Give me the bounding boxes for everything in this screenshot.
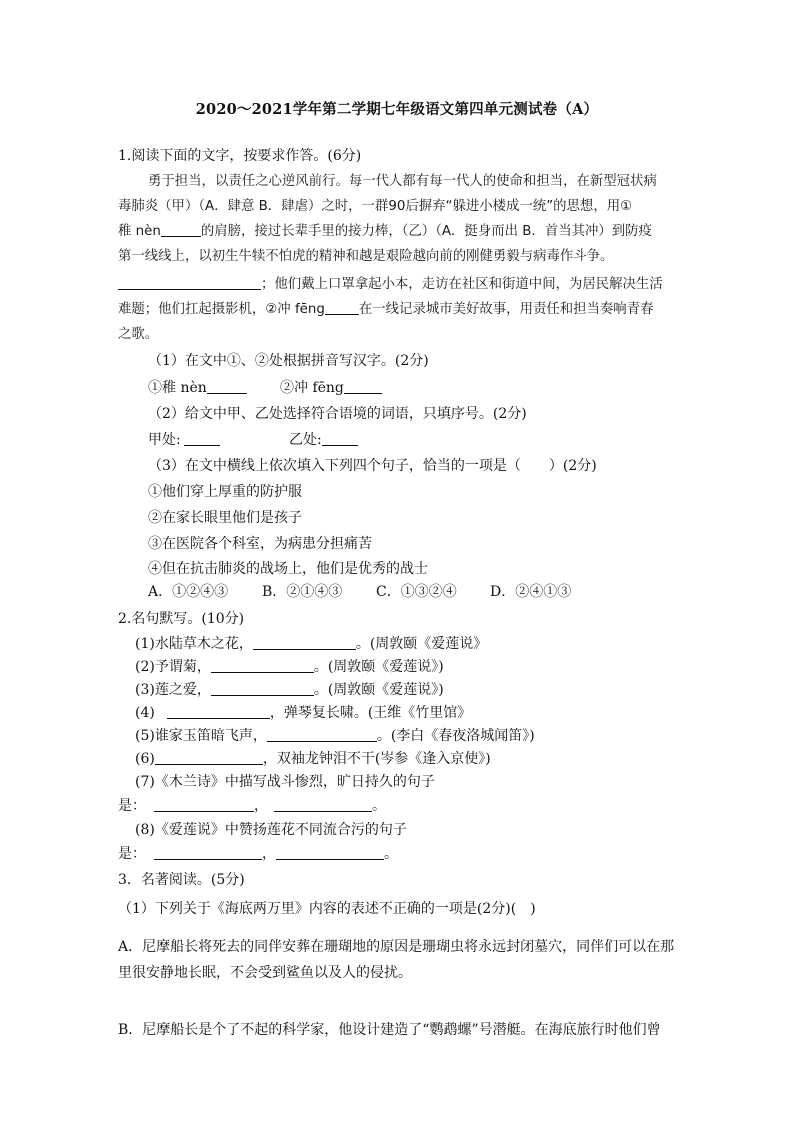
sentence-item: ③在医院各个科室，为病患分担痛苦 xyxy=(148,536,372,552)
poem-blank[interactable] xyxy=(211,658,314,673)
poem-item: (3)莲之爱， 。(周敦颐《爱莲说》) xyxy=(135,682,444,698)
q1-passage-line: 毒肺炎（甲）（A．肆意 B．肆虐）之时，一群90后摒弃“躲进小楼成一统”的思想，用① xyxy=(118,199,633,214)
answer-blank-yi[interactable] xyxy=(322,431,358,446)
sentence-item: ②在家长眼里他们是孩子 xyxy=(148,510,302,526)
poem-item: (2)予谓菊， 。(周敦颐《爱莲说》) xyxy=(135,659,444,675)
poem-item-8-answer: 是： ， 。 xyxy=(118,846,398,862)
poem-blank[interactable] xyxy=(167,704,270,719)
poem-item: (6) ，双袖龙钟泪不干(岑参《逢入京使》) xyxy=(135,751,491,767)
option-b[interactable]: B．②①④③ xyxy=(262,584,343,600)
q1-sub2: （2）给文中甲、乙处选择符合语境的词语，只填序号。(2分) xyxy=(148,406,527,422)
poem-item: (5)谁家玉笛暗飞声， 。(李白《春夜洛城闻笛》) xyxy=(135,728,535,744)
q1-sub2-b: 乙处: xyxy=(289,429,358,449)
q1-sub1-a: ①稚 nèn xyxy=(148,377,247,397)
poem-blank[interactable] xyxy=(154,845,262,860)
poem-item: (4) ，弹琴复长啸。(王维《竹里馆》 xyxy=(135,705,472,721)
poem-item-7-answer: 是： ， 。 xyxy=(118,798,386,814)
q1-pinyin-nen-text: 稚 nèn xyxy=(118,224,161,239)
sentence-item: ①他们穿上厚重的防护服 xyxy=(148,484,302,500)
q2-heading: 2.名句默写。(10分) xyxy=(118,611,245,627)
blank-sentence-fill[interactable] xyxy=(118,275,261,290)
option-d[interactable]: D．②④①③ xyxy=(490,584,572,600)
q3-heading: 3．名著阅读。(5分) xyxy=(118,872,245,888)
q1-passage-text: 在一线记录城市美好故事，用责任和担当奏响青春 xyxy=(358,302,654,317)
q1-passage-line xyxy=(118,298,653,317)
answer-blank-nen[interactable] xyxy=(207,379,247,394)
answer-blank-jia[interactable] xyxy=(184,431,220,446)
q3-option-line: A．尼摩船长将死去的同伴安葬在珊瑚地的原因是珊瑚虫将永远封闭墓穴，同伴们可以在那 xyxy=(118,939,675,955)
q3-option-line: B．尼摩船长是个了不起的科学家，他设计建造了“鹦鹉螺”号潜艇。在海底旅行时他们曾 xyxy=(118,1022,661,1038)
poem-blank[interactable] xyxy=(253,635,356,650)
poem-item: (1)水陆草木之花， 。(周敦颐《爱莲说》 xyxy=(135,636,488,652)
q3-sub1: （1）下列关于《海底两万里》内容的表述不正确的一项是(2分)( ) xyxy=(118,901,536,917)
blank-nen[interactable] xyxy=(161,222,201,237)
q1-passage-line xyxy=(118,220,652,239)
blank-feng[interactable] xyxy=(325,300,359,315)
q1-sub1-b: ②冲 fēng xyxy=(280,377,382,397)
q1-passage-line: 勇于担当，以责任之心逆风前行。每一代人都有每一代人的使命和担当，在新型冠状病 xyxy=(148,174,657,189)
q1-heading: 1.阅读下面的文字，按要求作答。(6分) xyxy=(118,148,362,164)
q1-passage-text: 的肩膀，接过长辈手里的接力棒，（乙）（A．挺身而出 B．首当其冲）到防疫 xyxy=(200,224,652,239)
q1-passage-text: ；他们戴上口罩拿起小本，走访在社区和街道中间，为居民解决生活 xyxy=(261,277,663,292)
q1-pinyin-feng-text: 难题；他们扛起摄影机，②冲 fēng xyxy=(118,302,325,317)
answer-blank-feng[interactable] xyxy=(344,379,382,394)
poem-blank[interactable] xyxy=(274,797,372,812)
poem-blank[interactable] xyxy=(267,727,377,742)
option-c[interactable]: C．①③②④ xyxy=(376,584,457,600)
poem-item-8: (8)《爱莲说》中赞扬莲花不同流合污的句子 xyxy=(135,822,407,838)
q1-sub2-a: 甲处: xyxy=(148,429,220,449)
q1-sub3: （3）在文中横线上依次填入下列四个句子，恰当的一项是（ ）(2分) xyxy=(148,458,597,474)
poem-blank[interactable] xyxy=(276,845,384,860)
poem-item-7: (7)《木兰诗》中描写战斗惨烈，旷日持久的句子 xyxy=(135,774,435,790)
sentence-item: ④但在抗击肺炎的战场上，他们是优秀的战士 xyxy=(148,561,428,577)
q1-passage-line xyxy=(118,273,663,292)
poem-blank[interactable] xyxy=(211,681,314,696)
q1-sub1: （1）在文中①、②处根据拼音写汉字。(2分) xyxy=(148,353,429,369)
q1-passage-line: 之歌。 xyxy=(118,327,159,342)
poem-blank[interactable] xyxy=(155,750,263,765)
q1-passage-line: 第一线线上，以初生牛犊不怕虎的精神和越是艰险越向前的刚健勇毅与病毒作斗争。 xyxy=(118,249,614,264)
exam-title: 2020～2021学年第二学期七年级语文第四单元测试卷（A） xyxy=(195,101,599,118)
poem-blank[interactable] xyxy=(154,797,254,812)
option-a[interactable]: A．①②④③ xyxy=(148,584,229,600)
q3-option-line: 里很安静地长眠，不会受到鲨鱼以及人的侵扰。 xyxy=(118,965,412,981)
